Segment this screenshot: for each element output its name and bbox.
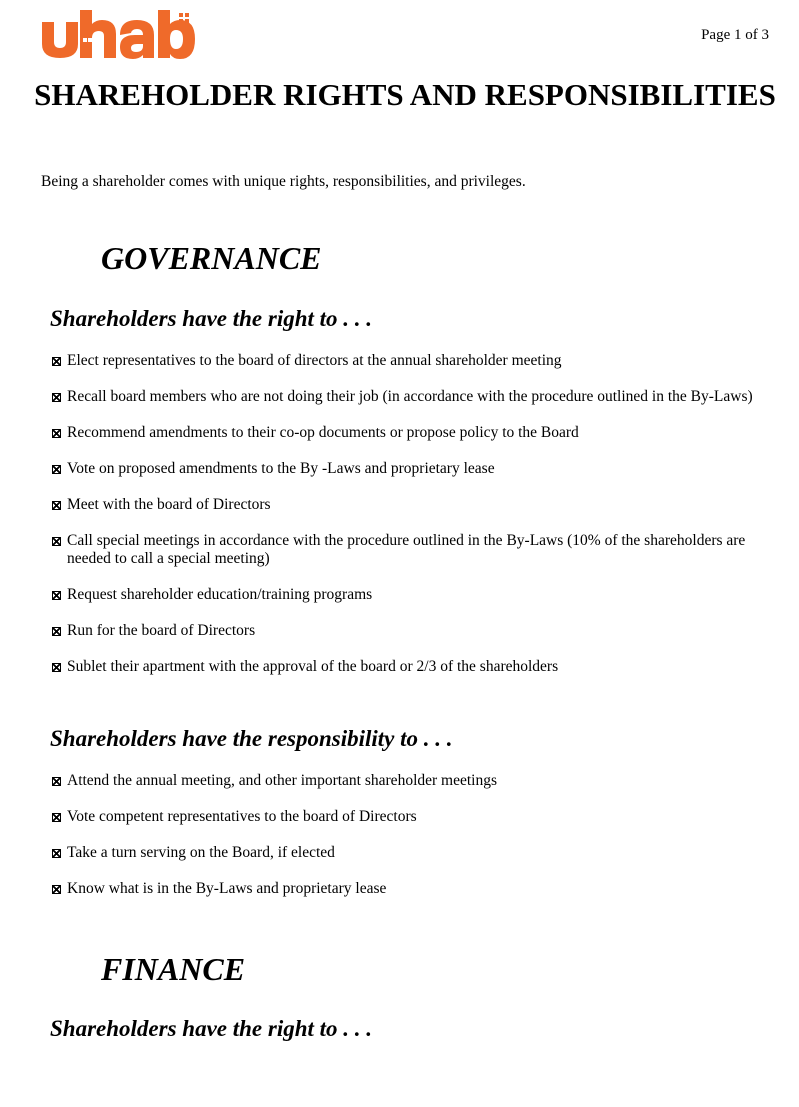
page-number: Page 1 of 3 — [701, 27, 769, 43]
governance-responsibilities-list — [50, 772, 760, 916]
finance-rights-heading: Shareholders have the right to . . . — [50, 1016, 373, 1041]
list-item: Call special meetings in accordance with the procedure outlined in the By-Laws (10% of the shareholders are needed to call a special meeting) — [50, 532, 760, 568]
checkbox-x-icon — [52, 501, 61, 510]
checkbox-x-icon — [52, 777, 61, 786]
list-item: Vote competent representatives to the board of Directors — [50, 808, 760, 826]
uhab-logo — [40, 8, 196, 60]
list-item: Recall board members who are not doing their job (in accordance with the procedure outlined in the By-Laws) — [50, 388, 760, 406]
list-item: Run for the board of Directors — [50, 622, 760, 640]
checkbox-x-icon — [52, 849, 61, 858]
intro-text: Being a shareholder comes with unique rights, responsibilities, and privileges. — [41, 173, 526, 190]
checkbox-x-icon — [52, 537, 61, 546]
list-item: Request shareholder education/training programs — [50, 586, 760, 604]
checkbox-x-icon — [52, 393, 61, 402]
section-title-finance: FINANCE — [101, 951, 246, 987]
uhab-logo-mark — [40, 8, 196, 60]
list-item: Elect representatives to the board of directors at the annual shareholder meeting — [50, 352, 760, 370]
list-item: Know what is in the By-Laws and proprietary lease — [50, 880, 760, 898]
list-item: Meet with the board of Directors — [50, 496, 760, 514]
governance-rights-heading: Shareholders have the right to . . . — [50, 306, 373, 331]
checkbox-x-icon — [52, 885, 61, 894]
checkbox-x-icon — [52, 429, 61, 438]
list-item: Attend the annual meeting, and other important shareholder meetings — [50, 772, 760, 790]
checkbox-x-icon — [52, 813, 61, 822]
checkbox-x-icon — [52, 357, 61, 366]
list-item: Vote on proposed amendments to the By -Laws and proprietary lease — [50, 460, 760, 478]
governance-responsibilities-heading: Shareholders have the responsibility to . . . — [50, 726, 453, 751]
checkbox-x-icon — [52, 465, 61, 474]
checkbox-x-icon — [52, 591, 61, 600]
checkbox-x-icon — [52, 627, 61, 636]
list-item: Take a turn serving on the Board, if elected — [50, 844, 760, 862]
list-item: Recommend amendments to their co-op documents or propose policy to the Board — [50, 424, 760, 442]
section-title-governance: GOVERNANCE — [101, 240, 322, 276]
governance-rights-list — [50, 352, 760, 694]
checkbox-x-icon — [52, 663, 61, 672]
list-item: Sublet their apartment with the approval of the board or 2/3 of the shareholders — [50, 658, 760, 676]
document-title: SHAREHOLDER RIGHTS AND RESPONSIBILITIES — [34, 77, 776, 112]
